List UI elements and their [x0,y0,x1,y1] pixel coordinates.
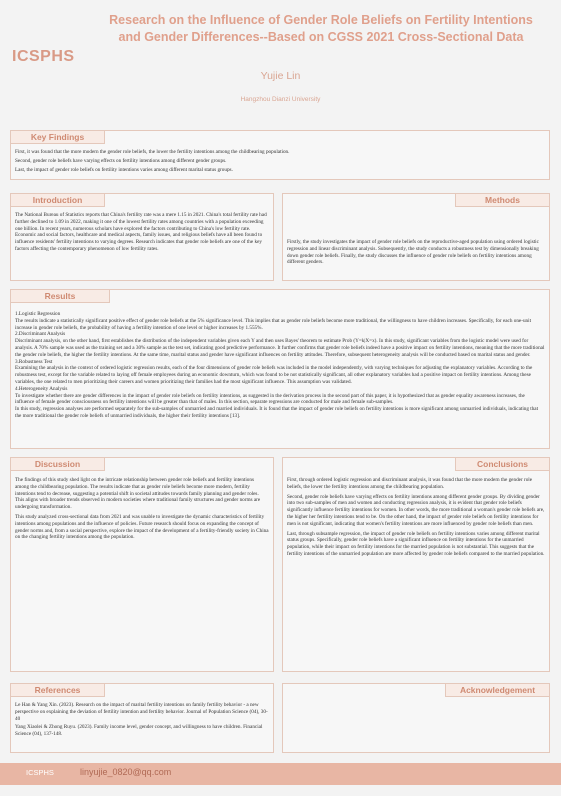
conclusions-paragraph: First, through ordered logistic regression and discriminant analysis, it was found that the more modern the gender role beliefs, the lower the fertility intentions among the childbearing population. [287,477,533,490]
key-findings-heading: Key Findings [10,130,105,144]
introduction-heading: Introduction [10,193,105,207]
conclusions-paragraph: Second, gender role beliefs have varying effects on fertility intentions among different gender groups. By dividing gender into two sub-samples of men and women and conducting regression analysis, it is evident that gender role beliefs significantly influence fertility intentions for women. In other words, the more traditional a woman's gender role beliefs are, the higher her fertility intentions tend to be. On the other hand, the impact of gender role beliefs on fertility intentions for men is not significant, indicating that women's fertility intentions are more influenced by gender role beliefs than men. [287,493,545,527]
key-finding-item: First, it was found that the more modern the gender role beliefs, the lower the fertility intentions among the childbearing population. [15,149,290,155]
results-paragraph: Discriminant analysis, on the other hand, first establishes the distribution of the independent variables given each Y and then uses Bayes' theorem to estimate Prob (Y=k|X=x). In this study, significant variables from the logistic model were used for analysis. A 70% sample was used as the training set and a 30% sample as the test set, indicating good predictive performance. It further confirms that gender role beliefs indeed have a positive impact on fertility intentions, meaning that the more traditional the gender role beliefs, the higher the fertility intentions. At the same time, marital status and gender have significant influences on fertility attitudes. Therefore, subsequent heterogeneity analysis will be conducted based on marital status and gender. [15,338,545,358]
author-name: Yujie Lin [260,70,301,82]
footer-label: ICSPHS [26,768,54,777]
results-subheading: 2.Discriminant Analysis [15,331,66,338]
methods-section [282,193,550,281]
affiliation: Hangzhou Dianzi University [240,96,321,103]
results-paragraph: Examining the analysis in the context of ordered logistic regression results, each of the four dimensions of gender role beliefs was included in the model independently, with varying techniques for adjusting the explanatory variables. According to the robustness test, except for the variable related to laying off female employees during an economic downturn, which was found to be not statistically significant, all other explanatory variables had a positive impact on fertility intentions. Among these variables, the one related to men prioritizing their careers and women prioritizing their families had the most significant influence. This assumption was validated. [15,365,533,385]
methods-heading: Methods [455,193,550,207]
acknowledgement-heading: Acknowledgement [445,683,550,697]
reference-item: Yang Xiaolei & Zhong Ruyu. (2023). Family income level, gender concept, and willingness to have children. Financial Science (04), 137-148. [15,724,263,738]
conference-logo: ICSPHS [12,48,75,65]
discussion-heading: Discussion [10,457,105,471]
references-section [10,683,274,753]
conclusions-paragraph: Last, through subsample regression, the impact of gender role beliefs on fertility intentions varies among different marital status groups. Specifically, gender role beliefs have a significant influence on fertility intentions for the unmarried population, while their impact on fertility intentions for the married population is not substantial. This suggests that the fertility intentions of the unmarried population are more affected by gender role beliefs compared to the married population. [287,530,545,557]
results-paragraph: To investigate whether there are gender differences in the impact of gender role beliefs on fertility intentions, as suggested in the derivation process in the second part of this paper, it is hypothesized that as gender equality awareness increases, the influence of female gender consciousness on fertility intentions will be greater than that of males. In this section, separate regressions are conducted for male and female sub-samples. [15,392,525,406]
key-finding-item: Second, gender role beliefs have varying effects on fertility intentions among different gender groups. [15,157,227,164]
poster-title [96,12,546,46]
discussion-paragraph: The findings of this study shed light on the intricate relationship between gender role beliefs and fertility intentions among the childbearing population. The results indicate that as gender role beliefs become more modern, fertility intentions tend to decrease, suggesting a potential shift in societal attitudes towards family planning and gender roles. This aligns with broader trends observed in modern societies where traditional family structures and gender norms are undergoing transformation. [15,477,261,511]
footer-email-link[interactable]: linyujie_0820@qq.com [80,767,172,777]
title-line-1: Research on the Influence of Gender Role Beliefs on Fertility Intentions [109,13,533,27]
introduction-text: The National Bureau of Statistics reports that China's fertility rate was a mere 1.15 in 2021. China's total fertility rate had further declined to 1.09 in 2022, making it one of the lowest fertility rates among countries with a population exceeding one billion. In recent years, numerous scholars have explored the factors contributing to China's low fertility rate. Economic and social factors, healthcare and medical aspects, family issues, and religious beliefs have all been found to influence residents' fertility intentions to varying degrees. Research indicates that gender role beliefs are one of the key factors affecting the contemporary phenomenon of low fertility rates. [15,212,267,252]
introduction-section [10,193,274,281]
results-paragraph: The results indicate a statistically significant positive effect of gender role beliefs at the 5% significance level. This implies that as gender role beliefs become more traditional, the willingness to have children increases. Specifically, for each one-unit increase in gender role beliefs, the probability of having a fertility intention of one level or higher increases by 1.555%. [15,317,532,331]
results-subheading: 4.Heterogeneity Analysis [15,385,68,392]
results-subheading: 1.Logistic Regression [15,311,61,317]
conclusions-heading: Conclusions [455,457,550,471]
results-subheading: 3.Robustness Test [15,358,53,365]
discussion-section [10,457,274,672]
acknowledgement-section [282,683,550,753]
key-finding-item: Last, the impact of gender role beliefs on fertility intentions varies among different marital status groups. [15,166,233,173]
title-line-2: and Gender Differences--Based on CGSS 2021 Cross-Sectional Data [118,30,524,44]
results-section [10,289,550,449]
results-paragraph: In this study, regression analyses are performed separately for the sub-samples of unmarried and married individuals. It is found that the impact of gender role beliefs on fertility intentions is more significant among unmarried individuals, indicating that the more traditional the gender role beliefs of unmarried individuals, the higher their fertility intentions [13]. [15,406,539,419]
discussion-paragraph: This study analyzed cross-sectional data from 2021 and was unable to investigate the dynamic characteristics of fertility intentions among populations and the influence of policies. Future research should focus on expanding the concept of gender norms and, from a social perspective, explore the impact of the development of a fertility-friendly society in China on the changing fertility intentions among the population. [15,513,269,541]
key-findings-section [10,130,550,180]
references-heading: References [10,683,105,697]
conclusions-section [282,457,550,672]
methods-text: Firstly, the study investigates the impact of gender role beliefs on the reproductive-aged population using ordered logistic regression and linear discriminant analysis. Subsequently, the study conducts a robustness test by dimensionally breaking down gender role beliefs. Finally, the study discusses the influence of gender role beliefs on fertility intentions among different genders. [287,239,539,266]
footer-bar [0,763,561,785]
reference-item: Le Han & Yang Xin. (2023). Research on the impact of marital fertility intentions on family fertility behavior - a new perspective on explaining the deviation of fertility intention and fertility behavior. Journal of Population Science (04), 30-40 [15,702,268,722]
results-heading: Results [10,289,110,303]
